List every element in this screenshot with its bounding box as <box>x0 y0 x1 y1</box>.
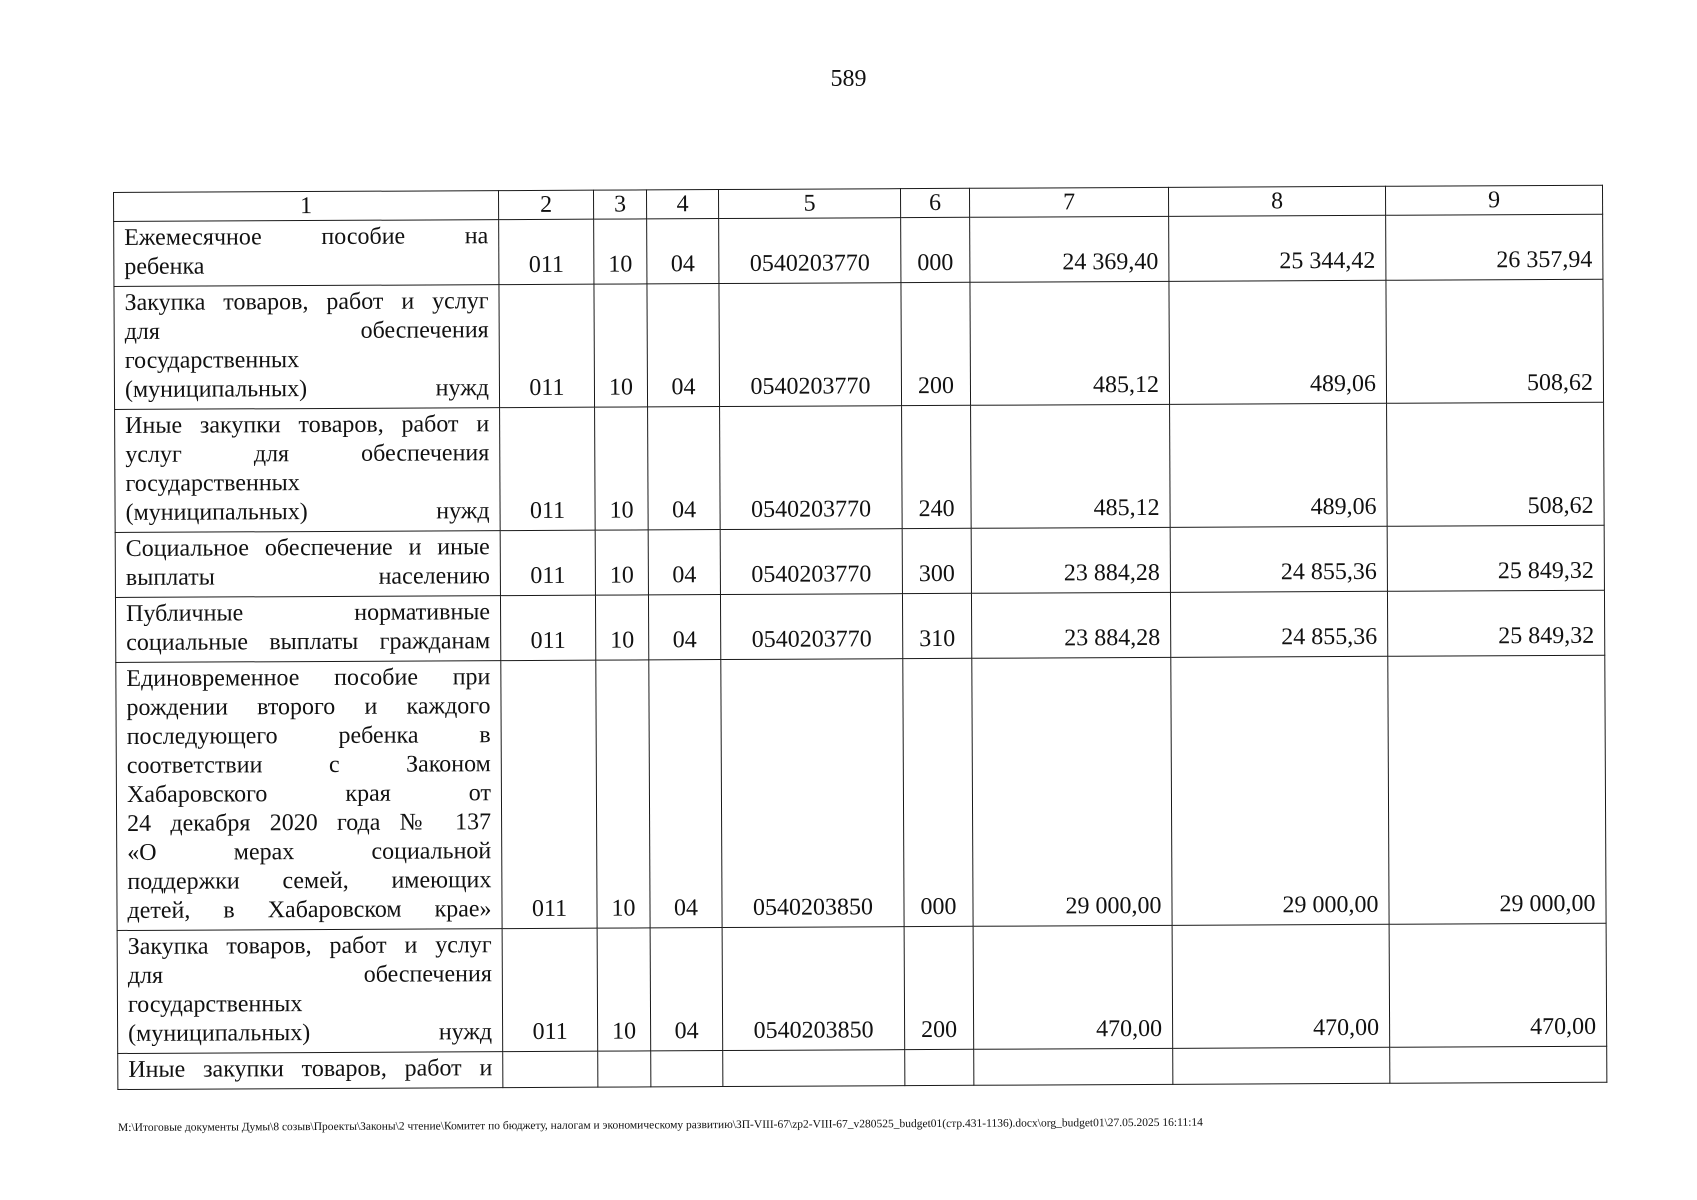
ministry-code-cell: 011 <box>501 660 597 928</box>
subsection-code-cell <box>651 1051 723 1087</box>
amount-cell: 25 849,32 <box>1387 525 1604 591</box>
amount-cell: 23 884,28 <box>971 527 1170 593</box>
column-header: 6 <box>900 188 969 217</box>
row-name-cell <box>114 285 500 410</box>
section-code-cell <box>598 1051 651 1087</box>
row-name-line: Иные закупки товаров, работ и <box>125 411 490 439</box>
amount-cell: 24 369,40 <box>970 216 1169 282</box>
amount-cell: 26 357,94 <box>1386 214 1603 280</box>
column-header: 8 <box>1168 186 1385 216</box>
table-body <box>114 214 1607 1089</box>
amount-cell: 29 000,00 <box>972 657 1172 926</box>
amount-cell <box>1390 1046 1607 1083</box>
row-name-line: рождении второго и каждого <box>126 693 491 721</box>
expense-type-cell: 000 <box>901 217 970 282</box>
row-name-line: ребенка <box>124 253 205 280</box>
section-code-cell: 10 <box>597 928 651 1051</box>
row-name-line: государственных <box>125 470 300 497</box>
row-name-line: (муниципальных) нужд <box>125 498 490 526</box>
budget-table-container <box>113 185 1606 1090</box>
row-name-line: Публичные нормативные <box>125 599 491 627</box>
target-article-cell: 0540203770 <box>720 406 903 530</box>
row-name-line: для обеспечения <box>124 317 489 345</box>
row-name-cell <box>118 1052 503 1090</box>
expense-type-cell: 300 <box>902 528 971 593</box>
row-name-cell <box>117 929 503 1054</box>
subsection-code-cell: 04 <box>647 219 719 284</box>
column-header: 4 <box>646 190 718 219</box>
row-name-cell <box>115 408 501 533</box>
amount-cell: 508,62 <box>1386 279 1604 403</box>
target-article-cell: 0540203770 <box>719 283 902 407</box>
column-header: 3 <box>593 190 646 219</box>
section-code-cell: 10 <box>594 284 648 407</box>
table-row <box>118 1046 1607 1089</box>
subsection-code-cell: 04 <box>648 407 721 530</box>
row-name-line: поддержки семей, имеющих <box>127 867 492 895</box>
row-name-cell <box>115 596 500 663</box>
row-name-line: «О мерах социальной <box>127 838 492 866</box>
ministry-code-cell: 011 <box>499 284 595 407</box>
column-header: 9 <box>1385 185 1602 215</box>
subsection-code-cell: 04 <box>648 595 720 660</box>
amount-cell: 470,00 <box>973 925 1173 1049</box>
row-name-line: детей, в Хабаровском крае» <box>127 896 492 924</box>
target-article-cell: 0540203850 <box>722 927 905 1051</box>
row-name-line: Закупка товаров, работ и услуг <box>124 288 489 316</box>
expense-type-cell: 200 <box>901 282 971 405</box>
column-header: 1 <box>114 191 499 222</box>
row-name-line: Социальное обеспечение и иные <box>125 534 490 562</box>
section-code-cell: 10 <box>596 660 650 928</box>
ministry-code-cell: 011 <box>499 219 594 284</box>
amount-cell: 25 849,32 <box>1387 590 1604 656</box>
row-name-line: Единовременное пособие при <box>126 664 491 692</box>
target-article-cell: 0540203770 <box>720 594 902 660</box>
target-article-cell <box>723 1050 905 1087</box>
table-row <box>114 279 1604 409</box>
section-code-cell: 10 <box>595 407 649 530</box>
budget-table <box>113 185 1607 1090</box>
amount-cell <box>1173 1047 1390 1084</box>
amount-cell: 485,12 <box>970 281 1170 405</box>
amount-cell <box>974 1048 1173 1085</box>
target-article-cell: 0540203850 <box>721 659 904 928</box>
table-row <box>116 655 1606 930</box>
amount-cell: 24 855,36 <box>1170 526 1387 592</box>
row-name-line: соответствии с Законом <box>126 751 491 779</box>
row-name-line: Иные закупки товаров, работ и <box>128 1055 493 1083</box>
row-name-line: Ежемесячное пособие на <box>124 223 489 251</box>
table-row <box>115 402 1605 532</box>
row-name-line: государственных <box>127 991 303 1018</box>
section-code-cell: 10 <box>594 219 647 284</box>
ministry-code-cell: 011 <box>500 407 596 530</box>
subsection-code-cell: 04 <box>650 928 723 1051</box>
row-name-line: социальные выплаты гражданам <box>126 628 491 656</box>
row-name-line: (муниципальных) нужд <box>128 1019 493 1047</box>
amount-cell: 485,12 <box>971 404 1171 528</box>
page-number: 589 <box>830 66 867 92</box>
expense-type-cell <box>905 1049 974 1085</box>
amount-cell: 24 855,36 <box>1170 591 1387 657</box>
column-header: 5 <box>718 189 900 219</box>
amount-cell: 470,00 <box>1172 924 1390 1048</box>
section-code-cell: 10 <box>595 595 648 660</box>
row-name-line: государственных <box>124 347 300 374</box>
table-row <box>115 590 1604 662</box>
row-name-cell <box>116 661 502 931</box>
amount-cell: 489,06 <box>1170 403 1388 527</box>
row-name-cell <box>115 531 500 598</box>
expense-type-cell: 240 <box>902 405 972 528</box>
expense-type-cell: 000 <box>903 658 973 926</box>
amount-cell: 29 000,00 <box>1171 656 1389 925</box>
amount-cell: 470,00 <box>1389 923 1607 1047</box>
subsection-code-cell: 04 <box>648 530 720 595</box>
subsection-code-cell: 04 <box>647 284 720 407</box>
row-name-line: (муниципальных) нужд <box>124 375 490 403</box>
ministry-code-cell: 011 <box>500 595 595 660</box>
amount-cell: 25 344,42 <box>1169 215 1386 281</box>
row-name-cell <box>114 220 499 287</box>
ministry-code-cell <box>503 1051 598 1087</box>
subsection-code-cell: 04 <box>649 660 722 928</box>
column-header: 7 <box>969 187 1168 217</box>
amount-cell: 23 884,28 <box>971 592 1170 658</box>
footer-file-path: M:\Итоговые документы Думы\8 созыв\Проекты\Законы\2 чтение\Комитет по бюджету, налогам и экономическому развитию\ЗП-VIII-67\zp2-VIII-67_v280525_budget01(стр.431-1136).docx\org_budget01\27.05.2025 16:11:14 <box>118 1116 1203 1134</box>
row-name-line: услуг для обеспечения <box>125 440 490 468</box>
ministry-code-cell: 011 <box>502 928 598 1051</box>
target-article-cell: 0540203770 <box>719 218 901 284</box>
row-name-line: выплаты населению <box>125 563 490 591</box>
target-article-cell: 0540203770 <box>720 529 902 595</box>
expense-type-cell: 310 <box>902 593 971 658</box>
row-name-line: Закупка товаров, работ и услуг <box>127 932 492 960</box>
ministry-code-cell: 011 <box>500 530 595 595</box>
amount-cell: 489,06 <box>1169 280 1387 404</box>
column-header: 2 <box>498 190 593 219</box>
amount-cell: 508,62 <box>1387 402 1605 526</box>
row-name-line: для обеспечения <box>127 961 492 989</box>
table-row <box>114 214 1603 286</box>
table-row <box>115 525 1604 597</box>
amount-cell: 29 000,00 <box>1388 655 1606 924</box>
row-name-line: последующего ребенка в <box>126 722 491 750</box>
table-row <box>117 923 1607 1053</box>
row-name-line: Хабаровского края от <box>126 780 492 808</box>
section-code-cell: 10 <box>595 530 648 595</box>
expense-type-cell: 200 <box>904 926 974 1049</box>
row-name-line: 24 декабря 2020 года № 137 <box>127 809 492 837</box>
